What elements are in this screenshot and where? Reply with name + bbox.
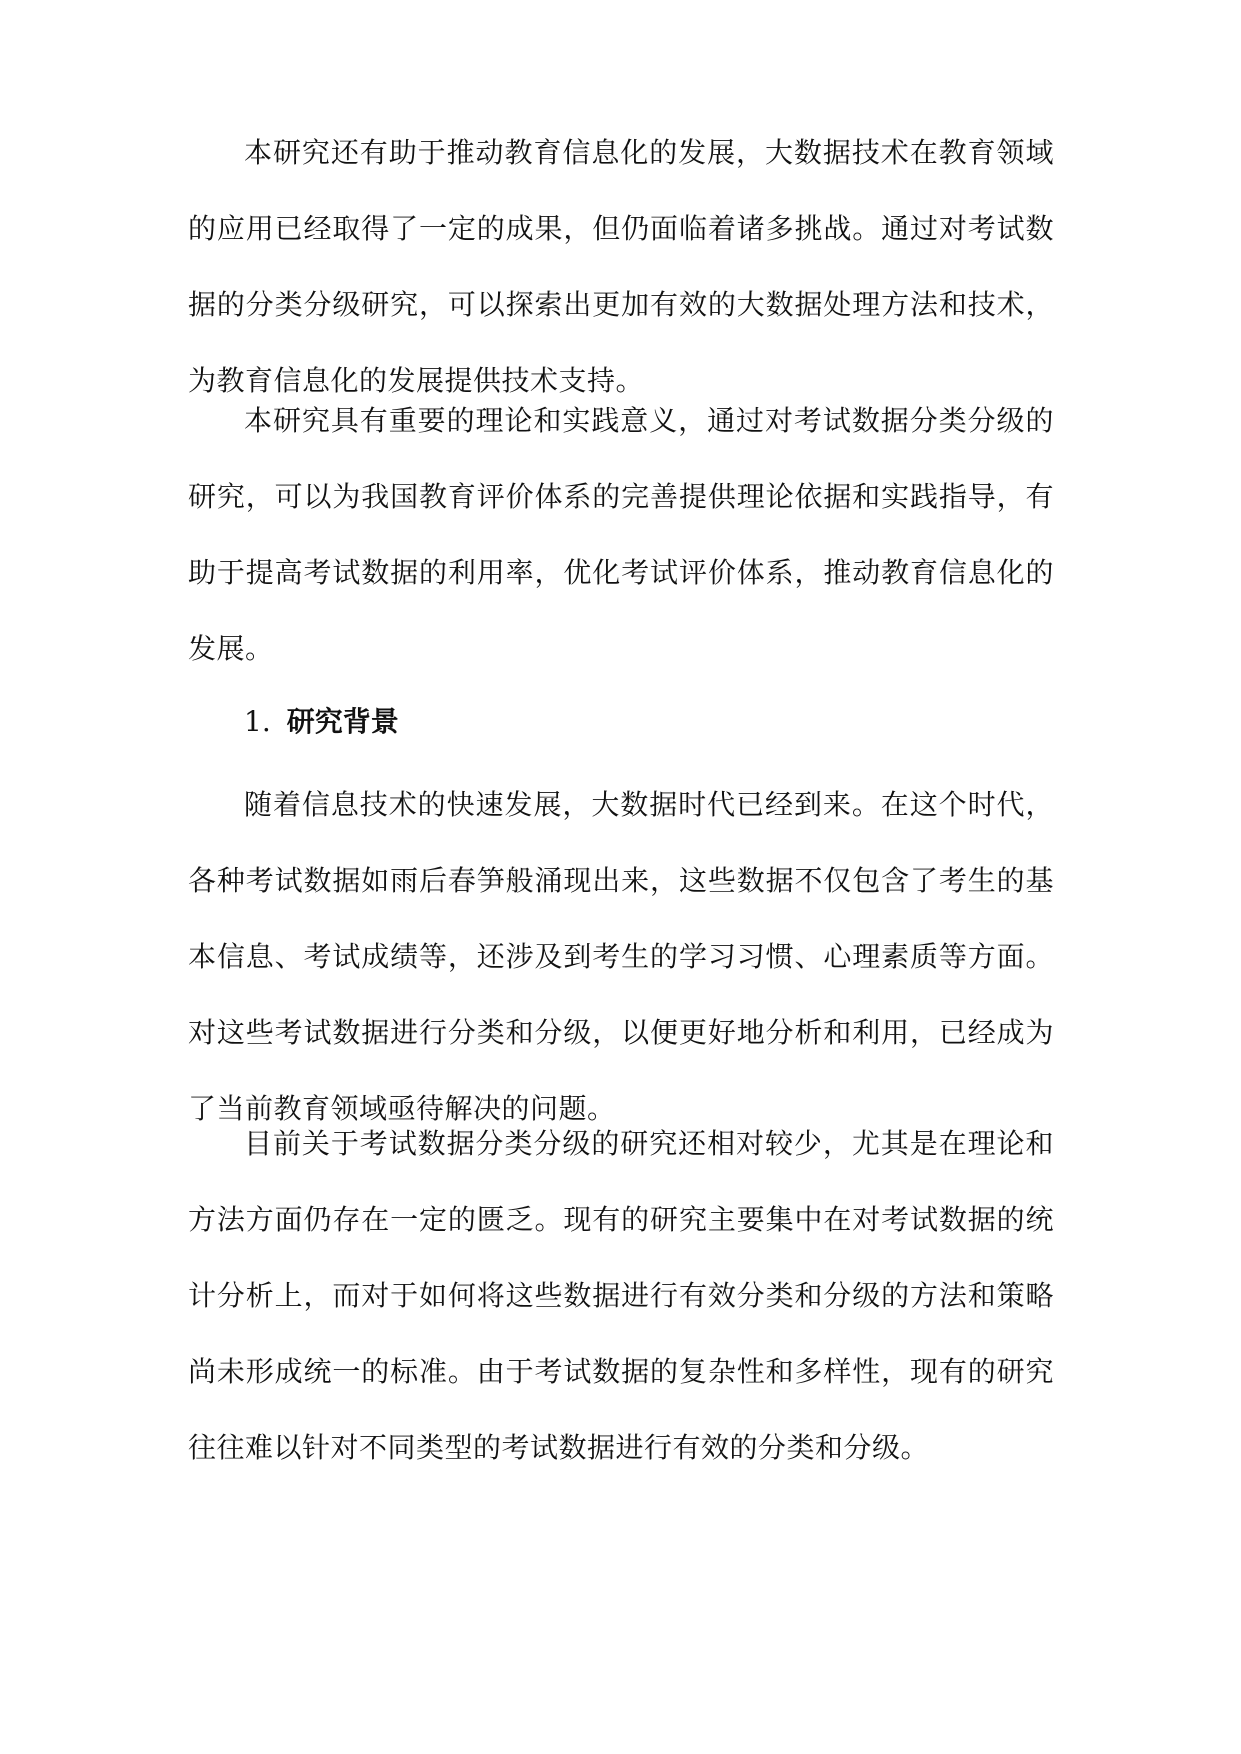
paragraph-current-research-gap: 目前关于考试数据分类分级的研究还相对较少，尤其是在理论和方法方面仍存在一定的匮乏。现有的研究主要集中在对考试数据的统计分析上，而对于如何将这些数据进行有效分类和分级的方法和策略尚未形成统一的标准。由于考试数据的复杂性和多样性，现有的研究往往难以针对不同类型的考试数据进行有效的分类和分级。 [188, 1127, 1054, 1464]
section-heading [188, 702, 1054, 742]
section-number: 1. [244, 705, 271, 738]
paragraph-education-informatization: 本研究还有助于推动教育信息化的发展，大数据技术在教育领域的应用已经取得了一定的成果，但仍面临着诸多挑战。通过对考试数据的分类分级研究，可以探索出更加有效的大数据处理方法和技术，为教育信息化的发展提供技术支持。 [188, 136, 1054, 397]
paragraph-research-significance: 本研究具有重要的理论和实践意义，通过对考试数据分类分级的研究，可以为我国教育评价体系的完善提供理论依据和实践指导，有助于提高考试数据的利用率，优化考试评价体系，推动教育信息化的发展。 [188, 404, 1054, 665]
paragraph-background-big-data: 随着信息技术的快速发展，大数据时代已经到来。在这个时代，各种考试数据如雨后春笋般涌现出来，这些数据不仅包含了考生的基本信息、考试成绩等，还涉及到考生的学习习惯、心理素质等方面。对这些考试数据进行分类和分级，以便更好地分析和利用，已经成为了当前教育领域亟待解决的问题。 [188, 788, 1054, 1125]
section-title: 研究背景 [286, 705, 399, 738]
